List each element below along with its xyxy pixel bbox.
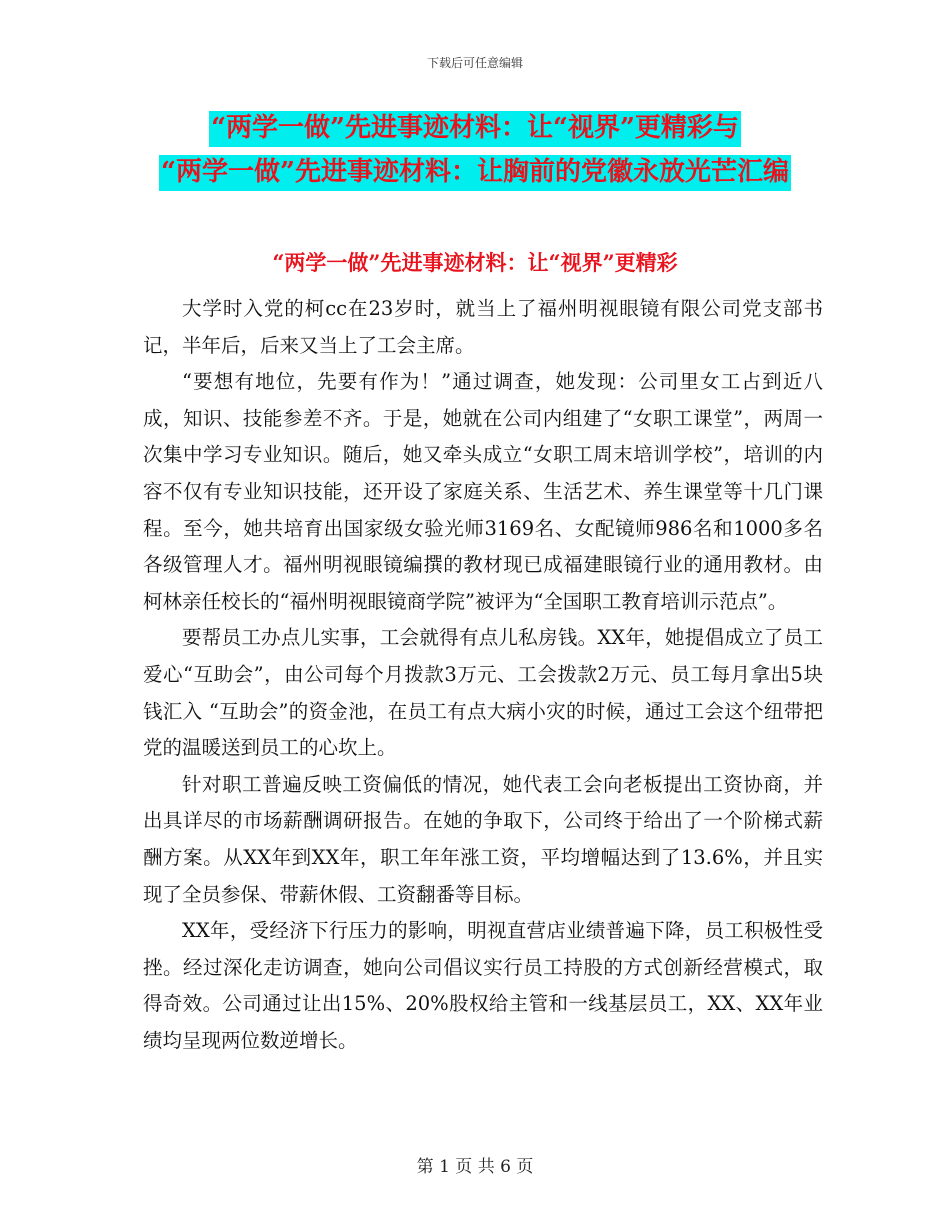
title-line-1-text: “两学一做”先进事迹材料：让“视界”更精彩与 [209,111,741,147]
paragraph-1: 大学时入党的柯cc在23岁时，就当上了福州明视眼镜有限公司党支部书记，半年后，后来又当上了工会主席。 [143,297,823,357]
document-title-line-2 [0,154,950,190]
paragraph-3: 要帮员工办点儿实事，工会就得有点儿私房钱。XX年，她提倡成立了员工爱心“互助会”，由公司每个月拨款3万元、工会拨款2万元、员工每月拿出5块钱汇入 “互助会”的资金池，在员工有点大病小灾的时候，通过工会这个纽带把党的温暖送到员工的心坎上。 [143,626,823,760]
document-title-line-1 [0,110,950,146]
paragraph-4: 针对职工普遍反映工资偏低的情况，她代表工会向老板提出工资协商，并出具详尽的市场薪酬调研报告。在她的争取下，公司终于给出了一个阶梯式薪酬方案。从XX年到XX年，职工年年涨工资，平均增幅达到了13.6%，并且实现了全员参保、带薪休假、工资翻番等目标。 [143,772,823,906]
page-header-note: 下载后可任意编辑 [426,56,523,70]
article-body [143,291,823,1059]
section-title: “两学一做”先进事迹材料：让“视界”更精彩 [272,250,678,275]
paragraph-5: XX年，受经济下行压力的影响，明视直营店业绩普遍下降，员工积极性受挫。经过深化走访调查，她向公司倡议实行员工持股的方式创新经营模式，取得奇效。公司通过让出15%、20%股权给主管和一线基层员工，XX、XX年业绩均呈现两位数逆增长。 [143,919,823,1052]
paragraph-2: “要想有地位，先要有作为！”通过调查，她发现：公司里女工占到近八成，知识、技能参差不齐。于是，她就在公司内组建了“女职工课堂”，两周一次集中学习专业知识。随后，她又牵头成立“女职工周末培训学校”，培训的内容不仅有专业知识技能，还开设了家庭关系、生活艺术、养生课堂等十几门课程。至今，她共培育出国家级女验光师3169名、女配镜师986名和1000多名各级管理人才。福州明视眼镜编撰的教材现已成福建眼镜行业的通用教材。由柯林亲任校长的“福州明视眼镜商学院”被评为“全国职工教育培训示范点”。 [143,370,823,613]
page-footer: 第 1 页 共 6 页 [416,1157,534,1177]
title-line-2-text: “两学一做”先进事迹材料：让胸前的党徽永放光芒汇编 [159,155,791,191]
